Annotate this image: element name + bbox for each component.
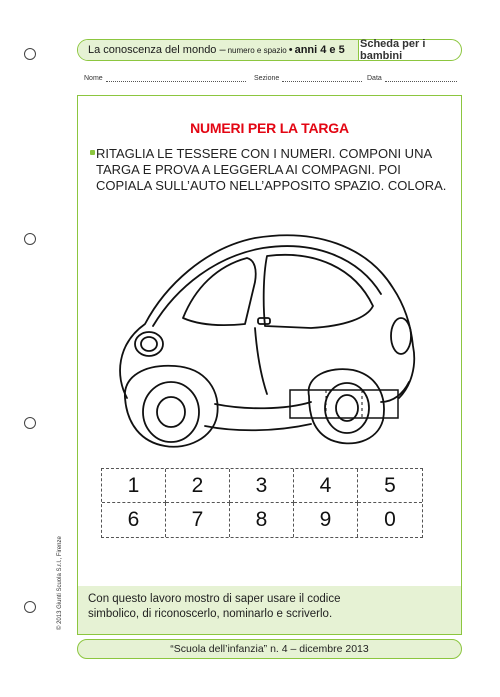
number-tile-0[interactable]: 0 [384,508,396,531]
subject-title: La conoscenza del mondo [88,44,217,56]
name-label: Nome [84,75,103,82]
header-bullet: • [288,44,293,56]
name-line [106,74,246,82]
number-tile-7[interactable]: 7 [166,503,230,537]
binder-hole-lower [24,417,36,429]
binder-hole-upper [24,233,36,245]
binder-hole-bottom [24,601,36,613]
topic-label: numero e spazio [227,45,287,55]
number-tile-4[interactable]: 4 [294,469,358,503]
student-fields [84,74,460,86]
number-tile-8[interactable]: 8 [230,503,294,537]
copyright-notice: © 2013 Giunti Scuola S.r.l., Firenze [57,536,63,630]
number-tile-9[interactable]: 9 [294,503,358,537]
green-bullet-icon [90,150,95,155]
section-label: Sezione [254,75,280,82]
date-line [385,74,457,82]
car-illustration [105,226,435,456]
license-plate-slot[interactable] [289,389,399,419]
ages-label: anni 4 e 5 [294,44,345,56]
magazine-footer: “Scuola dell’infanzia” n. 4 – dicembre 2013 [77,639,462,659]
tiles-row-1 [102,469,422,503]
number-tile-3[interactable]: 3 [230,469,294,503]
tiles-row-2 [102,503,422,537]
number-tiles-grid [101,468,423,538]
binder-hole-top [24,48,36,60]
learning-goal-note: Con questo lavoro mostro di saper usare il codice simbolico, di riconoscerlo, nominarlo e scriverlo. [78,586,461,634]
header-subject-area [78,40,358,60]
worksheet-title: NUMERI PER LA TARGA [190,120,349,136]
section-line [282,74,362,82]
sheet-tag: Scheda per i bambini [360,38,426,62]
number-tile-6[interactable]: 6 [102,503,166,537]
date-field[interactable] [367,74,457,82]
name-field[interactable] [84,74,246,82]
number-tile-5[interactable]: 5 [358,469,422,503]
number-tile-2[interactable]: 2 [166,469,230,503]
header-bar [77,39,462,61]
worksheet-box [77,95,462,635]
section-field[interactable] [254,74,362,82]
date-label: Data [367,75,382,82]
instruction-text: RITAGLIA LE TESSERE CON I NUMERI. COMPONI UNA TARGA E PROVA A LEGGERLA AI COMPAGNI. POI COPIALA SULL’AUTO NELL’APPOSITO SPAZIO. COLORA. [96,146,447,193]
subject-dash: – [219,44,226,56]
number-tile-1[interactable]: 1 [102,469,166,503]
